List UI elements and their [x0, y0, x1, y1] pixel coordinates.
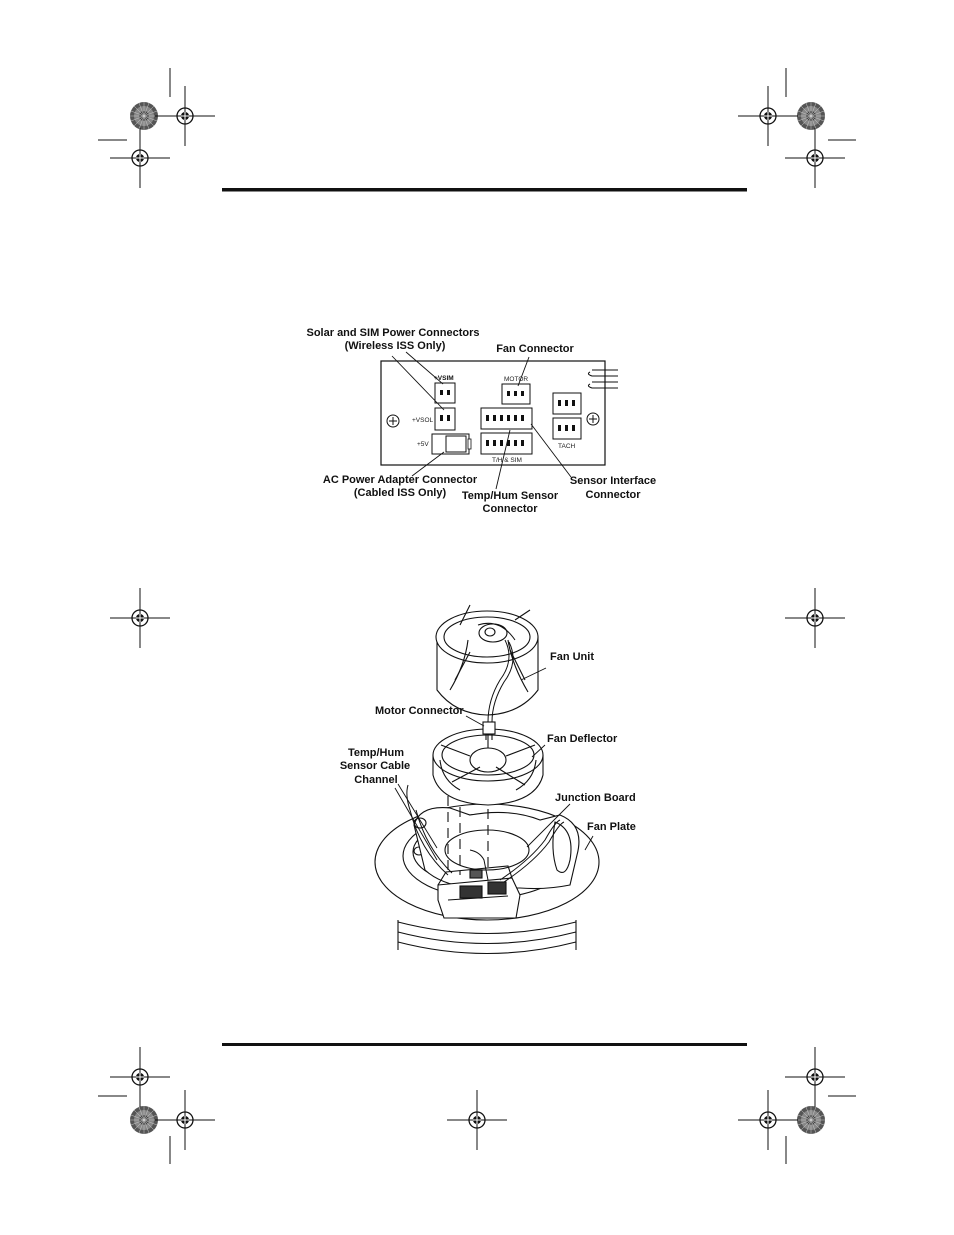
silk-vsol: +VSOL — [412, 417, 434, 424]
starburst-mark-icon — [797, 1106, 825, 1134]
starburst-mark-icon — [130, 1106, 158, 1134]
label-ac-power-line1: AC Power Adapter Connector — [322, 474, 478, 486]
label-channel-line1: Temp/Hum — [347, 747, 405, 759]
starburst-mark-icon — [130, 102, 158, 130]
crosshair-mark-icon — [110, 1047, 170, 1107]
vsim-connector — [435, 383, 455, 403]
label-sensor-interface-line1: Sensor Interface — [569, 475, 657, 487]
fan-deflector — [433, 729, 543, 805]
crosshair-mark-icon — [785, 1047, 845, 1107]
label-junction-board: Junction Board — [555, 792, 636, 804]
crosshair-mark-icon — [785, 128, 845, 188]
silk-5v: +5V — [417, 441, 429, 448]
crosshair-mark-icon — [785, 588, 845, 648]
crosshair-mark-icon — [447, 1090, 507, 1150]
crosshair-mark-icon — [738, 1090, 798, 1150]
label-fan-plate: Fan Plate — [587, 821, 636, 833]
label-solar-sim-line2: (Wireless ISS Only) — [344, 340, 446, 352]
label-fan-connector: Fan Connector — [496, 343, 574, 355]
junction-board-diagram — [307, 327, 657, 515]
silk-vsim: +VSIM — [434, 375, 454, 382]
label-solar-sim-line1: Solar and SIM Power Connectors — [306, 327, 480, 339]
crosshair-mark-icon — [110, 128, 170, 188]
label-temp-hum-line1: Temp/Hum Sensor — [461, 490, 559, 502]
silk-motor: MOTOR — [504, 376, 529, 383]
label-motor-connector: Motor Connector — [375, 705, 464, 717]
label-channel-line3: Channel — [354, 774, 398, 786]
label-channel-line2: Sensor Cable — [339, 760, 411, 772]
fan-unit — [436, 605, 538, 715]
label-sensor-interface-line2: Connector — [585, 489, 641, 501]
starburst-mark-icon — [797, 102, 825, 130]
silk-th-sim: T/H & SIM — [492, 457, 522, 464]
footer-rule — [222, 1043, 747, 1046]
label-fan-deflector: Fan Deflector — [547, 733, 618, 745]
label-fan-unit: Fan Unit — [550, 651, 594, 663]
header-rule — [222, 188, 747, 192]
ac-power-jack — [432, 434, 469, 454]
silk-tach: TACH — [558, 443, 576, 450]
label-temp-hum-line2: Connector — [482, 503, 538, 515]
crosshair-mark-icon — [155, 1090, 215, 1150]
crosshair-mark-icon — [738, 86, 798, 146]
label-ac-power-line2: (Cabled ISS Only) — [353, 487, 447, 499]
crosshair-mark-icon — [110, 588, 170, 648]
vsol-connector — [435, 408, 455, 430]
crosshair-mark-icon — [155, 86, 215, 146]
